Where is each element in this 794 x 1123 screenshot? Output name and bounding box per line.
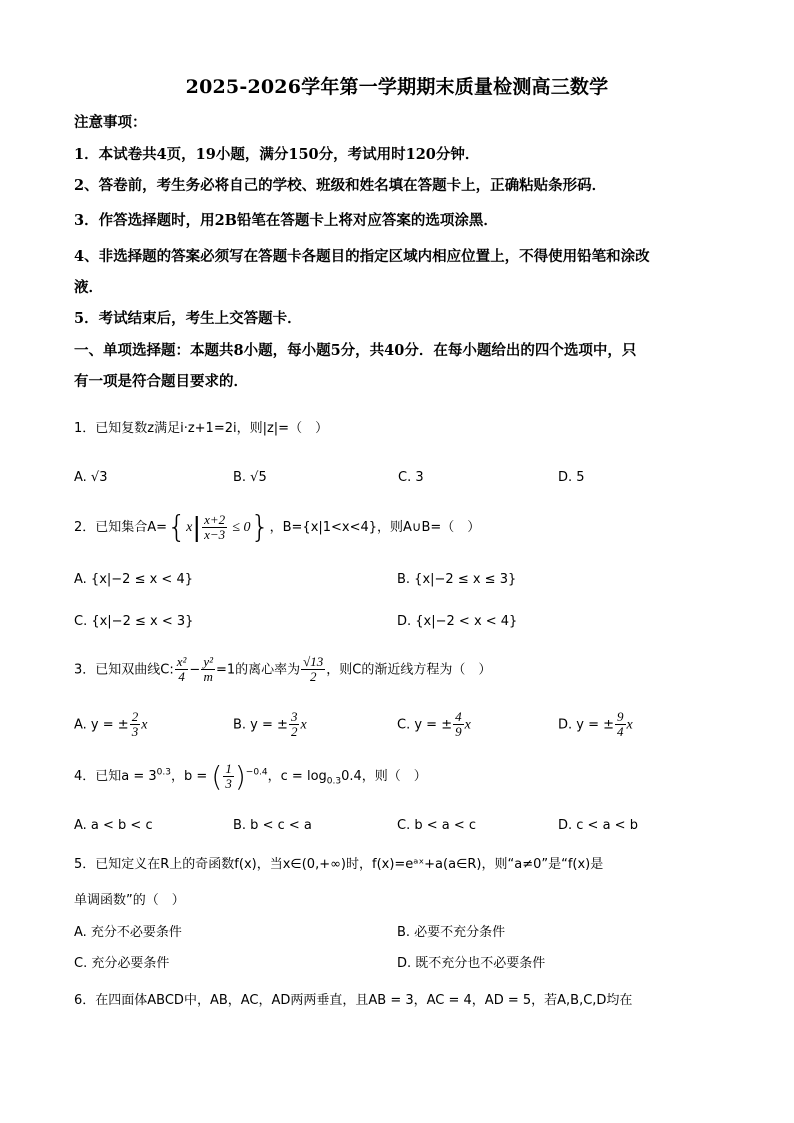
page-title: 2025-2026学年第一学期期末质量检测高三数学 xyxy=(185,76,609,98)
question-3-option-c-den: 9 xyxy=(455,724,462,740)
question-3-option-d-var: x xyxy=(626,717,633,733)
question-2-option-a: A. {x|−2 ≤ x < 4} xyxy=(74,572,193,587)
question-3-e-num: √13 xyxy=(303,654,324,669)
question-3-option-c xyxy=(397,710,471,740)
question-4-option-d: D. c < a < b xyxy=(558,818,638,833)
notice-item-4: 4、非选择题的答案必须写在答题卡各题目的指定区域内相应位置上，不得使用铅笔和涂改 xyxy=(74,248,650,265)
question-2-condition: ≤ 0 xyxy=(232,520,251,535)
question-3-stem-pre: 3．已知双曲线C: xyxy=(74,662,174,678)
question-5-option-a: A. 充分不必要条件 xyxy=(74,925,182,940)
question-1-stem: 1．已知复数z满足i·z+1=2i，则|z|=（ ） xyxy=(74,421,329,436)
question-3-x-fraction xyxy=(175,655,189,685)
question-4-option-b: B. b < c < a xyxy=(233,818,312,833)
question-5-option-b: B. 必要不充分条件 xyxy=(397,925,506,940)
question-2-stem-post: ，B={x|1<x<4}，则A∪B=（ ） xyxy=(269,520,481,535)
question-3-option-a xyxy=(74,710,147,740)
question-2-fraction-num: x+2 xyxy=(204,511,226,527)
question-4-b-base-num: 1 xyxy=(225,760,232,776)
question-4-b-exponent: −0.4 xyxy=(245,767,268,778)
question-3-option-d-pre: D. y = ± xyxy=(558,717,615,733)
question-3-x-den: 4 xyxy=(178,669,185,685)
question-5-option-c: C. 充分必要条件 xyxy=(74,956,170,971)
question-3-mid: =1的离心率为 xyxy=(215,662,301,678)
question-3-stem-post: ，则C的渐近线方程为（ ） xyxy=(326,662,492,678)
question-4-c-pre: ，c = log xyxy=(267,769,327,784)
question-4-c-value: 0.4，则（ ） xyxy=(341,769,427,784)
question-2-option-c: C. {x|−2 ≤ x < 3} xyxy=(74,614,194,629)
question-3-option-d-den: 4 xyxy=(617,724,624,740)
question-3-option-b-den: 2 xyxy=(290,724,298,740)
question-2-stem-pre: 2．已知集合A= xyxy=(74,520,168,535)
notice-item-5: 5．考试结束后，考生上交答题卡． xyxy=(74,310,302,327)
notice-item-1: 1．本试卷共4页，19小题，满分150分，考试用时120分钟． xyxy=(74,146,480,163)
section-heading-line1: 一、单项选择题：本题共8小题，每小题5分，共40分．在每小题给出的四个选项中，只 xyxy=(74,342,637,359)
question-3-e-fraction xyxy=(301,655,325,685)
question-3-option-b xyxy=(233,710,307,740)
question-3-option-d xyxy=(558,710,633,740)
question-5-stem-line1: 5．已知定义在R上的奇函数f(x)，当x∈(0,+∞)时，f(x)=eᵃˣ+a(a∈R)，则“a≠0”是“f(x)是 xyxy=(74,857,604,872)
question-3-option-c-num: 4 xyxy=(455,709,462,724)
notice-item-3: 3．作答选择题时，用2B铅笔在答题卡上将对应答案的选项涂黑． xyxy=(74,212,498,229)
notice-item-4-cont: 液． xyxy=(74,279,103,296)
question-4-b-base xyxy=(223,762,234,792)
question-2-fraction-den: x−3 xyxy=(204,527,226,542)
question-3-y-den: m xyxy=(203,669,213,685)
question-1-option-d: D. 5 xyxy=(558,470,585,485)
question-3-y-num: y² xyxy=(203,654,213,669)
question-2-option-b: B. {x|−2 ≤ x ≤ 3} xyxy=(397,572,517,587)
question-1-option-b: B. √5 xyxy=(233,470,267,485)
question-2-option-d: D. {x|−2 < x < 4} xyxy=(397,614,518,629)
question-3-option-a-num: 2 xyxy=(131,709,139,724)
question-1-option-c: C. 3 xyxy=(398,470,424,485)
question-2-set-var: x xyxy=(186,520,193,535)
question-3-option-a-den: 3 xyxy=(131,724,139,740)
question-3-option-a-pre: A. y = ± xyxy=(74,717,129,733)
question-4-stem: 4．已知$a = 3^{0.3}$，b = ( $\frac{1}{3}$ )$^{-0.4}$，$c = \log_{0.3}0.4$，则（ ） xyxy=(74,760,427,793)
question-4-option-c: C. b < a < c xyxy=(397,818,477,833)
question-4-option-a: A. a < b < c xyxy=(74,818,153,833)
question-3-option-c-pre: C. y = ± xyxy=(397,717,453,733)
question-2-fraction xyxy=(202,513,227,543)
notice-heading: 注意事项： xyxy=(74,114,147,131)
question-1-option-a: A. √3 xyxy=(74,470,108,485)
question-4-b-pre: ，b = xyxy=(171,769,212,784)
question-5-option-d: D. 既不充分也不必要条件 xyxy=(397,956,546,971)
question-3-stem: 3．已知双曲线C: $\frac{\text{x²}}{4}$ − $\frac{\text{y²}}{m}$ =1的离心率为 $\frac{√13}{2}$ ，则C的渐近线方程为（ ） xyxy=(74,654,492,685)
question-4-b-base-den: 3 xyxy=(225,776,232,791)
question-3-option-b-pre: B. y = ± xyxy=(233,717,288,733)
question-3-option-b-var: x xyxy=(300,717,307,733)
question-3-option-c-var: x xyxy=(464,717,471,733)
question-6-stem-line1: 6．在四面体ABCD中，AB，AC，AD两两垂直，且AB = 3，AC = 4，AD = 5，若A,B,C,D均在 xyxy=(74,993,633,1008)
section-heading-line2: 有一项是符合题目要求的． xyxy=(74,373,248,390)
question-3-option-a-var: x xyxy=(141,717,148,733)
question-5-stem-line2: 单调函数”的（ ） xyxy=(74,893,185,908)
question-3-y-fraction xyxy=(201,655,215,685)
question-3-x-num: x² xyxy=(176,654,187,669)
question-3-e-den: 2 xyxy=(309,669,317,685)
question-3-option-b-num: 3 xyxy=(290,709,298,724)
question-2-stem: 2．已知集合A={x| $\frac{x+2}{x-3}$ ≤ 0}，B={x|1<x<4}，则A∪B=（ ） xyxy=(74,510,481,545)
question-4-c-base: 0.3 xyxy=(326,776,342,787)
question-4-a-exponent: 0.3 xyxy=(156,767,171,778)
question-4-stem-pre: 4．已知a = 3 xyxy=(74,769,157,784)
question-3-option-d-num: 9 xyxy=(617,709,624,724)
notice-item-2: 2、答卷前，考生务必将自己的学校、班级和姓名填在答题卡上，正确粘贴条形码． xyxy=(74,177,607,194)
